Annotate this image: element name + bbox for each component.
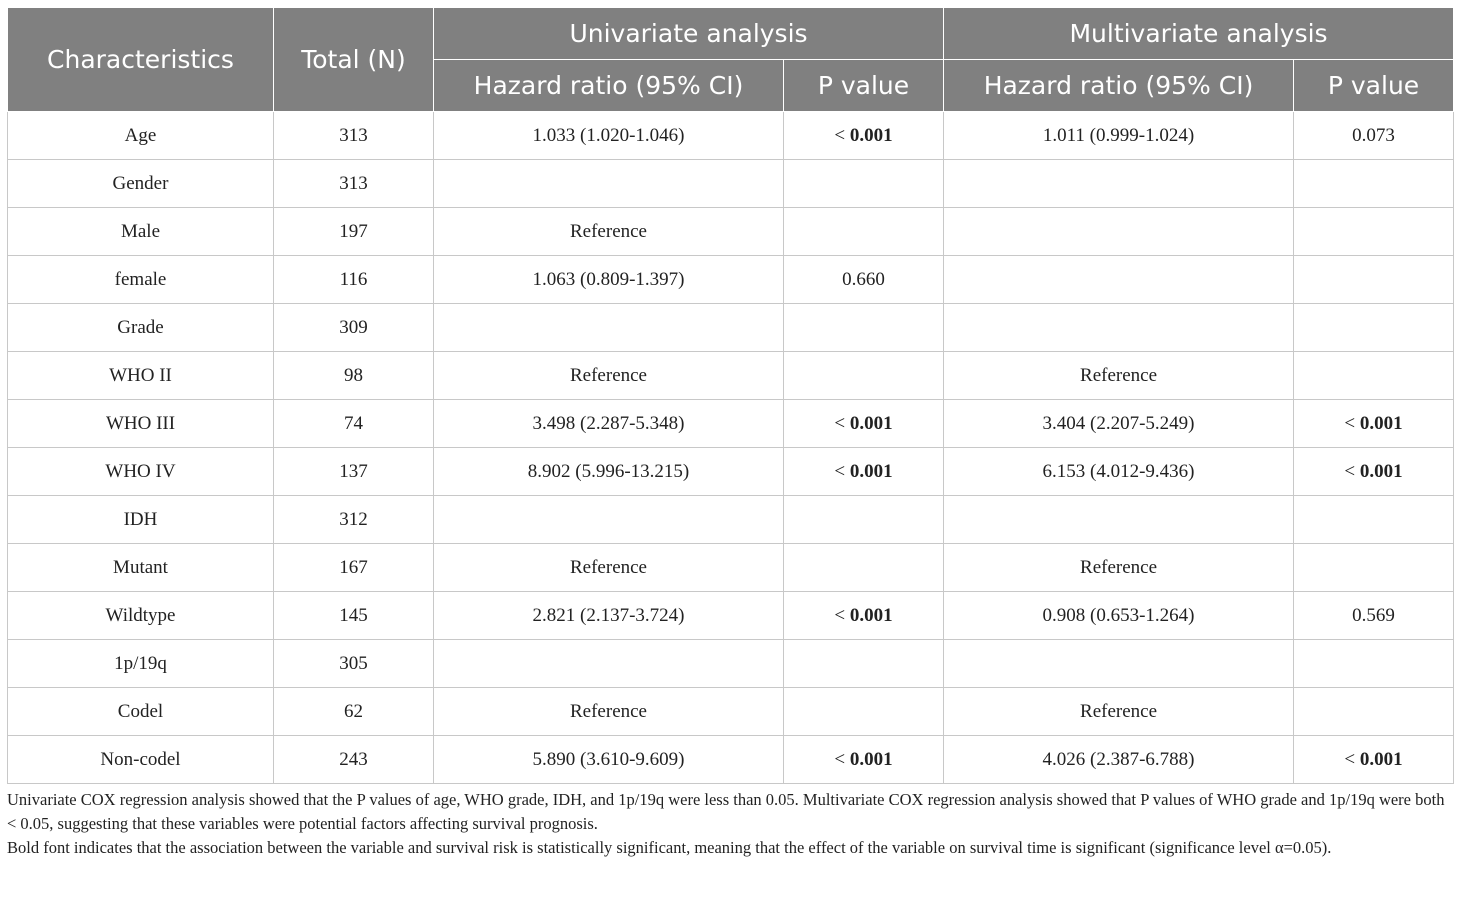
cell-multi-p-value-text: 0.569 [1352, 604, 1395, 626]
table-container [7, 7, 1453, 860]
cell-multi-hazard-ratio: 4.026 (2.387-6.788) [944, 736, 1294, 784]
header-total: Total (N) [274, 8, 434, 112]
cell-characteristic: Non-codel [8, 736, 274, 784]
cell-characteristic: IDH [8, 496, 274, 544]
cell-multi-hazard-ratio: 3.404 (2.207-5.249) [944, 400, 1294, 448]
cell-uni-hazard-ratio: 5.890 (3.610-9.609) [434, 736, 784, 784]
cell-uni-p-value [784, 448, 944, 496]
cox-regression-table [7, 7, 1454, 784]
cell-multi-p-value-bold: 0.001 [1359, 748, 1403, 770]
table-row [8, 352, 1454, 400]
table-row [8, 160, 1454, 208]
table-row [8, 400, 1454, 448]
cell-total: 305 [274, 640, 434, 688]
cell-uni-p-value-text: < [834, 412, 850, 434]
cell-total: 116 [274, 256, 434, 304]
cell-uni-p-value [784, 352, 944, 400]
cell-multi-p-value [1294, 208, 1454, 256]
cell-characteristic: Mutant [8, 544, 274, 592]
cell-multi-p-value-bold: 0.001 [1359, 412, 1403, 434]
cell-characteristic: Male [8, 208, 274, 256]
cell-total: 137 [274, 448, 434, 496]
cell-total: 313 [274, 112, 434, 160]
cell-multi-hazard-ratio [944, 256, 1294, 304]
cell-uni-p-value [784, 640, 944, 688]
cell-uni-hazard-ratio: 2.821 (2.137-3.724) [434, 592, 784, 640]
cell-uni-p-value-bold: 0.001 [849, 604, 893, 626]
cell-multi-p-value [1294, 304, 1454, 352]
cell-multi-p-value [1294, 736, 1454, 784]
cell-uni-hazard-ratio: Reference [434, 208, 784, 256]
header-univariate: Univariate analysis [434, 8, 944, 60]
cell-multi-p-value-text: < [1344, 412, 1360, 434]
cell-uni-p-value [784, 304, 944, 352]
cell-uni-hazard-ratio: Reference [434, 688, 784, 736]
cell-uni-hazard-ratio: Reference [434, 544, 784, 592]
cell-characteristic: WHO IV [8, 448, 274, 496]
cell-uni-p-value [784, 688, 944, 736]
cell-total: 167 [274, 544, 434, 592]
cell-multi-p-value-text: < [1344, 460, 1360, 482]
header-multi-hazard-ratio: Hazard ratio (95% CI) [944, 60, 1294, 112]
table-row [8, 208, 1454, 256]
header-multi-p-value: P value [1294, 60, 1454, 112]
cell-total: 243 [274, 736, 434, 784]
cell-uni-hazard-ratio: 1.033 (1.020-1.046) [434, 112, 784, 160]
cell-multi-p-value-bold: 0.001 [1359, 460, 1403, 482]
cell-characteristic: female [8, 256, 274, 304]
cell-multi-hazard-ratio: 1.011 (0.999-1.024) [944, 112, 1294, 160]
cell-uni-hazard-ratio [434, 640, 784, 688]
header-characteristics: Characteristics [8, 8, 274, 112]
cell-uni-p-value [784, 736, 944, 784]
cell-multi-hazard-ratio: 0.908 (0.653-1.264) [944, 592, 1294, 640]
cell-uni-p-value [784, 496, 944, 544]
cell-multi-p-value [1294, 112, 1454, 160]
cell-uni-p-value [784, 400, 944, 448]
cell-uni-p-value-bold: 0.001 [849, 124, 893, 146]
cell-multi-p-value [1294, 352, 1454, 400]
cell-multi-hazard-ratio: Reference [944, 352, 1294, 400]
cell-characteristic: WHO II [8, 352, 274, 400]
cell-total: 74 [274, 400, 434, 448]
cell-total: 98 [274, 352, 434, 400]
cell-uni-p-value-text: 0.660 [842, 268, 885, 290]
cell-multi-p-value [1294, 496, 1454, 544]
cell-uni-p-value [784, 112, 944, 160]
cell-uni-p-value-text: < [834, 748, 850, 770]
cell-uni-hazard-ratio [434, 304, 784, 352]
cell-uni-hazard-ratio: 1.063 (0.809-1.397) [434, 256, 784, 304]
cell-multi-p-value [1294, 544, 1454, 592]
cell-multi-hazard-ratio [944, 304, 1294, 352]
cell-multi-p-value-text: < [1344, 748, 1360, 770]
cell-characteristic: WHO III [8, 400, 274, 448]
cell-multi-hazard-ratio [944, 208, 1294, 256]
cell-multi-p-value [1294, 640, 1454, 688]
cell-multi-hazard-ratio [944, 496, 1294, 544]
table-row [8, 688, 1454, 736]
table-row [8, 544, 1454, 592]
cell-total: 312 [274, 496, 434, 544]
cell-total: 313 [274, 160, 434, 208]
cell-uni-p-value [784, 256, 944, 304]
cell-multi-p-value [1294, 688, 1454, 736]
cell-uni-p-value [784, 544, 944, 592]
cell-total: 197 [274, 208, 434, 256]
table-row [8, 640, 1454, 688]
cell-characteristic: 1p/19q [8, 640, 274, 688]
cell-characteristic: Age [8, 112, 274, 160]
header-multivariate: Multivariate analysis [944, 8, 1454, 60]
cell-multi-p-value [1294, 592, 1454, 640]
table-footnotes [7, 788, 1453, 860]
cell-uni-p-value [784, 208, 944, 256]
cell-uni-p-value-bold: 0.001 [849, 748, 893, 770]
cell-uni-hazard-ratio: 8.902 (5.996-13.215) [434, 448, 784, 496]
cell-characteristic: Wildtype [8, 592, 274, 640]
cell-multi-p-value [1294, 160, 1454, 208]
cell-multi-p-value [1294, 256, 1454, 304]
footnote-2: Bold font indicates that the association between the variable and survival risk is statistically significant, meaning that the effect of the variable on survival time is significant (significance level α=0.05). [7, 838, 1332, 857]
cell-uni-hazard-ratio [434, 496, 784, 544]
cell-multi-hazard-ratio [944, 160, 1294, 208]
cell-uni-hazard-ratio: Reference [434, 352, 784, 400]
header-uni-p-value: P value [784, 60, 944, 112]
cell-multi-p-value [1294, 448, 1454, 496]
cell-characteristic: Grade [8, 304, 274, 352]
cell-multi-p-value-text: 0.073 [1352, 124, 1395, 146]
cell-multi-hazard-ratio: Reference [944, 544, 1294, 592]
cell-uni-p-value-text: < [834, 604, 850, 626]
cell-characteristic: Gender [8, 160, 274, 208]
cell-total: 62 [274, 688, 434, 736]
cell-multi-p-value [1294, 400, 1454, 448]
table-body [8, 112, 1454, 784]
table-row [8, 496, 1454, 544]
table-row [8, 112, 1454, 160]
header-uni-hazard-ratio: Hazard ratio (95% CI) [434, 60, 784, 112]
table-row [8, 736, 1454, 784]
cell-characteristic: Codel [8, 688, 274, 736]
cell-uni-hazard-ratio: 3.498 (2.287-5.348) [434, 400, 784, 448]
cell-multi-hazard-ratio: 6.153 (4.012-9.436) [944, 448, 1294, 496]
cell-multi-hazard-ratio: Reference [944, 688, 1294, 736]
cell-uni-p-value-bold: 0.001 [849, 460, 893, 482]
footnote-1: Univariate COX regression analysis showed that the P values of age, WHO grade, IDH, and 1p/19q were less than 0.05. Multivariate COX regression analysis showed that P values of WHO grade and 1p/19q were both < 0.05, suggesting that these variables were potential factors affecting survival prognosis. [7, 790, 1445, 833]
table-row [8, 304, 1454, 352]
cell-uni-hazard-ratio [434, 160, 784, 208]
cell-uni-p-value-text: < [834, 124, 850, 146]
cell-total: 309 [274, 304, 434, 352]
cell-uni-p-value-bold: 0.001 [849, 412, 893, 434]
table-row [8, 448, 1454, 496]
table-row [8, 256, 1454, 304]
cell-total: 145 [274, 592, 434, 640]
cell-uni-p-value [784, 592, 944, 640]
table-row [8, 592, 1454, 640]
cell-uni-p-value [784, 160, 944, 208]
cell-multi-hazard-ratio [944, 640, 1294, 688]
cell-uni-p-value-text: < [834, 460, 850, 482]
